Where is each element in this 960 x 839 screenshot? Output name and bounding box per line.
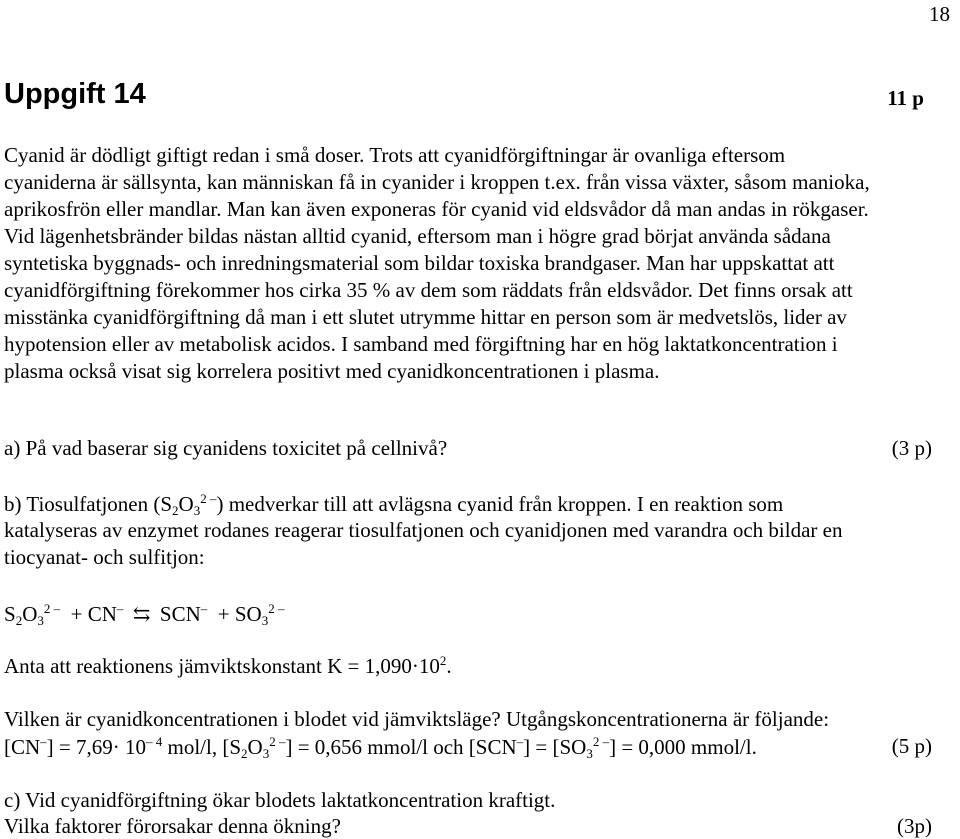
task-points: 11 p [887,86,924,110]
multiplication-dot: · [411,654,419,678]
question-b-prefix: b) Tiosulfatjonen (S [4,492,173,516]
question-b-line-1 [4,491,783,519]
question-b-line-2: katalyseras av enzymet rodanes reagerar tiosulfatjonen och cyanidjonen med varandra och bildar en [4,518,843,542]
charge: 2 – [268,601,285,616]
subscript: 2 [172,503,179,518]
scn-value: ] = [SO [523,735,587,759]
cn-base: 10 [125,735,147,759]
charge: 2 – [269,734,286,749]
question-c-line-2: Vilka faktorer förorsakar denna ökning? [4,814,341,838]
charge: – [200,601,208,616]
equation-cn: CN [87,602,117,626]
intro-line: Vid lägenhetsbränder bildas nästan alltid cyanid, eftersom man i högre grad börjat använda sådana [4,224,831,248]
reaction-equation [4,601,284,629]
charge: 2 – [592,734,610,749]
question-b-points: (5 p) [891,734,932,758]
equation-o: O [22,602,38,626]
intro-line: cyaniderna är sällsynta, kan människan få in cyanider i kroppen t.ex. från vissa växter, såsom manioka, [4,170,870,194]
equation-so: SO [234,602,262,626]
exponent: 2 [439,653,447,668]
cn-open: [CN [4,735,41,759]
question-b-o: O [178,492,194,516]
plus-sign: + [217,602,230,626]
subscript: 2 [241,746,248,761]
so3-value: ] = 0,000 mmol/l. [609,735,757,759]
question-c-line-1: c) Vid cyanidförgiftning ökar blodets laktatkoncentration kraftigt. [4,788,556,812]
intro-line: Cyanid är dödligt giftigt redan i små doser. Trots att cyanidförgiftningar är ovanliga eftersom [4,143,786,167]
multiplication-dot: · [112,735,120,759]
equation-s: S [4,602,16,626]
cn-unit: mol/l, [S [167,735,242,759]
intro-line: misstänka cyanidförgiftning då man i ett slutet utrymme hittar en person som är medvetslös, lider av [4,305,847,329]
equilibrium-constant [4,653,452,679]
subscript: 3 [262,746,270,761]
s2o3-value: ] = 0,656 mmol/l och [SCN [285,735,517,759]
question-c-points: (3p) [897,814,932,838]
task-title: Uppgift 14 [4,78,146,110]
subscript: 3 [261,613,269,628]
subscript: 3 [37,613,44,628]
equilibrium-text: Anta att reaktionens jämviktskonstant K = 1,090 [4,654,412,678]
equilibrium-arrow-icon: ⇆ [132,602,151,626]
charge: 2 – [43,601,61,616]
equation-scn: SCN [159,602,201,626]
question-a-points: (3 p) [891,436,932,460]
intro-line: hypotension eller av metabolisk acidos. I samband med förgiftning har en hög laktatkoncentration i [4,332,838,356]
question-b2-line-1: Vilken är cyanidkoncentrationen i blodet vid jämviktsläge? Utgångskoncentrationerna är följande: [4,707,830,731]
question-b2-line-2 [4,734,757,762]
charge: 2 – [200,491,217,506]
question-b-line-3: tiocyanat- och sulfitjon: [4,545,205,569]
question-a-text: a) På vad baserar sig cyanidens toxicitet på cellnivå? [4,436,448,460]
subscript: 2 [15,613,23,628]
page-number: 18 [929,2,950,26]
equation-o: O [247,735,263,759]
subscript: 3 [586,746,593,761]
intro-line: cyanidförgiftning förekommer hos cirka 35 % av dem som räddats från eldsvådor. Det finns orsak att [4,278,853,302]
intro-line: aprikosfrön eller mandlar. Man kan även exponeras för cyanid vid eldsvådor då man andas in rökgaser. [4,197,869,221]
question-b-suffix: ) medverkar till att avlägsna cyanid från kroppen. I en reaktion som [216,492,784,516]
intro-paragraph [4,142,952,385]
intro-line: plasma också visat sig korrelera positivt med cyanidkoncentrationen i plasma. [4,359,660,383]
charge: – [40,734,47,749]
charge: – [116,601,124,616]
equilibrium-base: 10 [418,654,440,678]
subscript: 3 [193,503,201,518]
cn-value: ] = 7,69 [46,735,113,759]
plus-sign: + [70,602,83,626]
exponent: – 4 [146,734,163,749]
period: . [446,654,452,678]
charge: – [516,734,524,749]
intro-line: syntetiska byggnads- och inredningsmaterial som bildar toxiska brandgaser. Man har uppskattat att [4,251,835,275]
